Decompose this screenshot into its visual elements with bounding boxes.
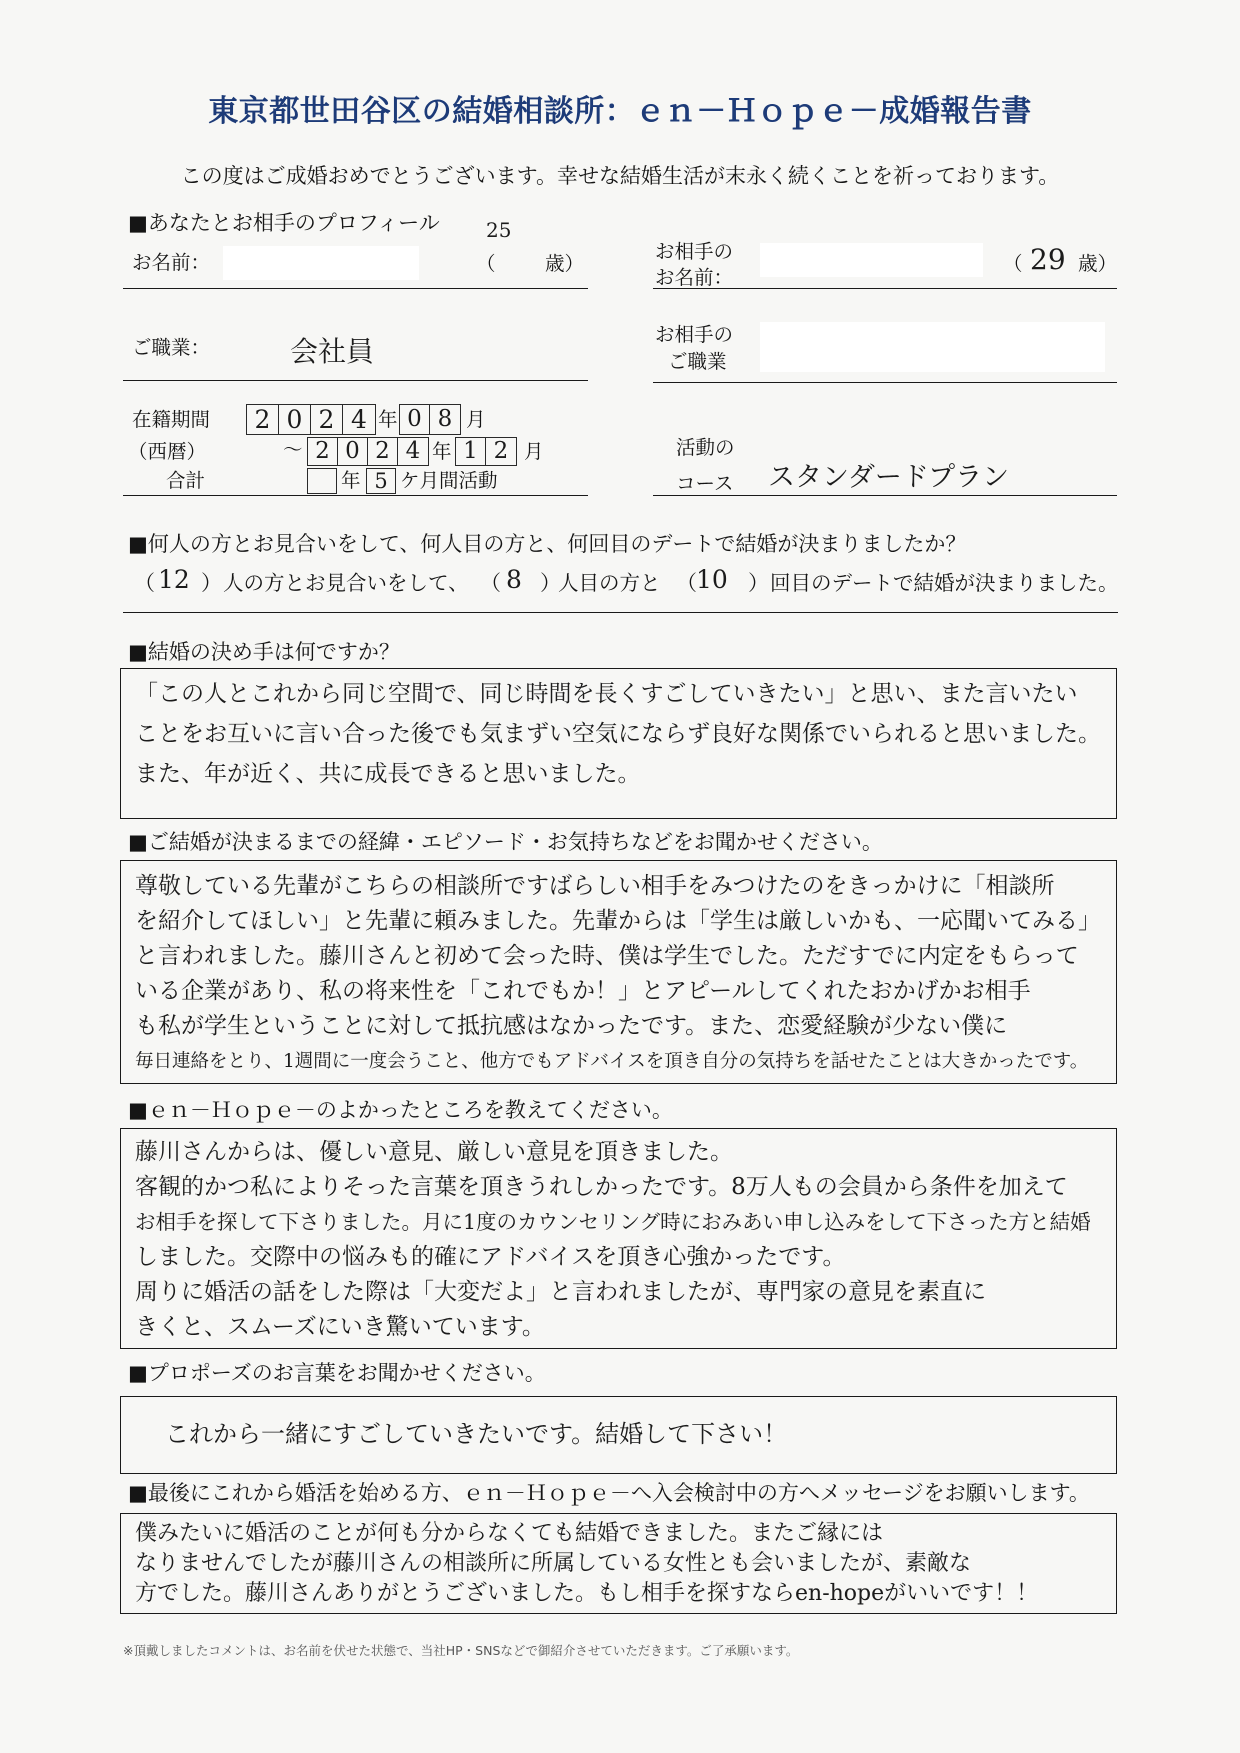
privacy-footnote: ※頂戴しましたコメントは、お名前を伏せた状態で、当社HP・SNSなどで御紹介させていただきます。ご了承願います。	[123, 1643, 799, 1658]
start-year-digit: 2	[247, 405, 279, 434]
occupation-value: 会社員	[290, 335, 375, 368]
redacted-name	[223, 246, 419, 280]
total-months-digit: 5	[374, 469, 388, 493]
good-points-line: お相手を探して下さりました。月に1度のカウンセリング時におみあい申し込みをして下さった方と結婚	[135, 1210, 1091, 1234]
total-years-cell	[307, 468, 337, 494]
start-year-digit: 0	[279, 405, 311, 434]
occupation-underline	[123, 380, 588, 381]
good-points-line: きくと、スムーズにいき驚いています。	[135, 1314, 545, 1340]
start-month-digit: 0	[400, 405, 430, 434]
form-title: 東京都世田谷区の結婚相談所：ｅｎ－Ｈｏｐｅ－成婚報告書	[208, 94, 1032, 129]
episode-answer-box	[120, 860, 1117, 1084]
start-month-unit: 月	[466, 408, 486, 431]
good-points-line: 周りに婚活の話をした際は「大変だよ」と言われましたが、専門家の意見を素直に	[135, 1279, 986, 1305]
paren-open: （	[676, 571, 697, 595]
decision-line: ことをお互いに言い合った後でも気まずい空気にならず良好な関係でいられると思いました。	[135, 721, 1101, 747]
matching-text-2: 人目の方と	[558, 571, 661, 595]
total-suffix: ケ月間活動	[400, 469, 498, 492]
paren-close: ）	[748, 571, 769, 595]
decision-heading: ■結婚の決め手は何ですか？	[128, 640, 400, 664]
good-points-line: 藤川さんからは、優しい意見、厳しい意見を頂きました。	[135, 1139, 733, 1165]
episode-line: 毎日連絡をとり、1週間に一度会うこと、他方でもアドバイスを頂き自分の気持ちを話せたことは大きかったです。	[135, 1051, 1089, 1072]
profile-heading: ■あなたとお相手のプロフィール	[128, 211, 440, 235]
partner-occupation-underline	[653, 382, 1117, 383]
period-label: 在籍期間	[132, 408, 211, 431]
matching-question: ■何人の方とお見合いをして、何人目の方と、何回目のデートで結婚が決まりましたか？	[128, 532, 967, 556]
decision-line: 「この人とこれから同じ空間で、同じ時間を長くすごしていきたい」と思い、また言いたい	[135, 681, 1078, 707]
redacted-partner-name	[760, 243, 983, 277]
start-month-digit: 8	[437, 406, 453, 432]
total-months-cell	[366, 468, 396, 494]
good-points-line: しました。交際中の悩みも的確にアドバイスを頂き心強かったです。	[135, 1244, 846, 1270]
proposal-heading: ■プロポーズのお言葉をお聞かせください。	[128, 1361, 546, 1385]
course-underline	[653, 495, 1117, 496]
partner-age-value: 29	[1030, 243, 1066, 276]
matching-text-3: 回目のデートで結婚が決まりました。	[770, 571, 1119, 595]
redacted-partner-occupation	[760, 322, 1105, 372]
matching-underline	[123, 612, 1118, 613]
proposal-line: これから一緒にすごしていきたいです。結婚して下さい！	[165, 1420, 788, 1448]
message-line: なりませんでしたが藤川さんの相談所に所属している女性とも会いましたが、素敵な	[135, 1551, 972, 1576]
total-years-digit	[308, 469, 336, 493]
period-underline	[123, 495, 588, 496]
paren-close: ）	[201, 571, 222, 595]
start-year-digit: 4	[351, 405, 367, 434]
course-value: スタンダードプラン	[768, 462, 1010, 493]
partner-age-suffix: 歳）	[1078, 252, 1118, 275]
partner-occupation-label-prefix: お相手の	[655, 323, 734, 346]
end-year-unit: 年	[432, 440, 452, 463]
message-heading: ■最後にこれから婚活を始める方、ｅｎ－Ｈｏｐｅ－へ入会検討中の方へメッセージをお願いします。	[128, 1481, 1090, 1505]
paren-open: （	[134, 571, 155, 595]
episode-line: 尊敬している先輩がこちらの相談所ですばらしい相手をみつけたのをきっかけに「相談所	[135, 873, 1055, 899]
start-year-digit: 2	[311, 405, 343, 434]
end-year-digit: 4	[405, 438, 421, 464]
era-label: （西暦）	[128, 440, 207, 463]
age-value: 25	[486, 218, 512, 242]
congratulations-message: この度はご成婚おめでとうございます。幸せな結婚生活が末永く続くことを祈っております。	[180, 164, 1060, 188]
paren-close: ）	[540, 571, 561, 595]
episode-heading: ■ご結婚が決まるまでの経緯・エピソード・お気持ちなどをお聞かせください。	[128, 830, 883, 854]
episode-line: を紹介してほしい」と先輩に頼みました。先輩からは「学生は厳しいかも、一応聞いてみる」	[135, 908, 1101, 934]
partner-name-label-prefix: お相手の	[655, 240, 734, 263]
episode-line: と言われました。藤川さんと初めて会った時、僕は学生でした。ただすでに内定をもらって	[135, 943, 1079, 969]
paren-open: （	[480, 571, 501, 595]
age-suffix: 歳）	[545, 252, 585, 275]
name-underline	[123, 288, 588, 289]
people-met-value: 12	[158, 565, 190, 594]
matching-text-1: 人の方とお見合いをして、	[223, 571, 469, 595]
end-month-unit: 月	[524, 440, 544, 463]
end-month-cells	[455, 437, 517, 466]
date-count-value: 10	[696, 565, 728, 594]
total-label: 合計	[166, 469, 206, 492]
total-year-unit: 年	[341, 469, 361, 492]
partner-name-underline	[653, 288, 1117, 289]
good-points-line: 客観的かつ私によりそった言葉を頂きうれしかったです。8万人もの会員から条件を加えて	[135, 1174, 1068, 1200]
partner-age-open-paren: （	[1003, 252, 1023, 275]
message-line: 方でした。藤川さんありがとうございました。もし相手を探すならen-hopeがいいです！！	[135, 1581, 1039, 1606]
course-label-1: 活動の	[676, 436, 735, 459]
end-month-digit: 1	[456, 438, 486, 465]
range-tilde: ～	[283, 438, 303, 461]
partner-name-label: お名前：	[655, 266, 734, 289]
start-month-cells	[399, 404, 461, 435]
age-open-paren: （	[476, 252, 496, 275]
good-points-answer-box	[120, 1128, 1117, 1349]
decision-answer-box	[120, 668, 1117, 819]
end-month-digit: 2	[493, 438, 509, 464]
decision-line: また、年が近く、共に成長できると思いました。	[135, 761, 641, 787]
episode-line: いる企業があり、私の将来性を「これでもか！」とアピールしてくれたおかげかお相手	[135, 978, 1031, 1004]
start-year-unit: 年	[378, 408, 398, 431]
message-line: 僕みたいに婚活のことが何も分からなくても結婚できました。またご縁には	[135, 1521, 884, 1546]
course-label-2: コース	[676, 472, 734, 495]
occupation-label: ご職業：	[132, 336, 211, 359]
start-year-cells	[246, 404, 376, 435]
end-year-cells	[307, 437, 429, 466]
name-label: お名前：	[132, 251, 211, 274]
end-year-digit: 0	[338, 438, 368, 465]
partner-occupation-label: ご職業	[668, 350, 727, 373]
end-year-digit: 2	[308, 438, 338, 465]
message-answer-box	[120, 1513, 1117, 1614]
proposal-answer-box	[120, 1396, 1117, 1474]
end-year-digit: 2	[368, 438, 398, 465]
episode-line: も私が学生ということに対して抵抗感はなかったです。また、恋愛経験が少ない僕に	[135, 1013, 1008, 1039]
nth-person-value: 8	[506, 565, 522, 594]
good-points-heading: ■ｅｎ－Ｈｏｐｅ－のよかったところを教えてください。	[128, 1098, 673, 1122]
